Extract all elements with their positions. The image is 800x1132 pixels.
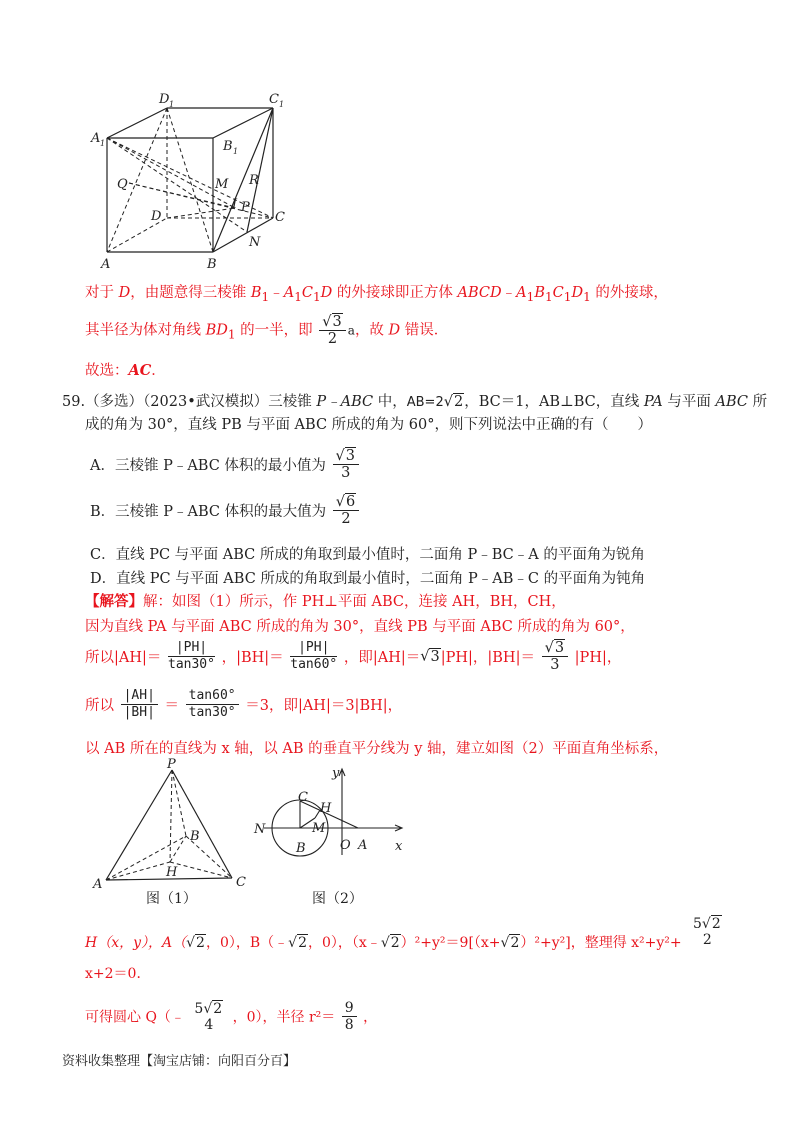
- fig2-label-m: M: [312, 821, 326, 836]
- eq-line1: H（x，y），A（√2，0），B（﹣√2，0），（x﹣√2）²+y²＝9[（x+√2）²+y²]，整理得 x²+y²+: [85, 935, 682, 951]
- q59-line2: 成的角为 30°，直线 PB 与平面 ABC 所成的角为 60°，则下列说法中正确的有（ ）: [85, 417, 652, 433]
- cube-figure: [85, 90, 305, 275]
- fig2-label-o: O: [340, 838, 351, 853]
- fig2-label-c: C: [298, 790, 308, 805]
- sol-d-line1: 对于 D，由题意得三棱锥 $B_1﹣A_1C_1D$ 的外接球即正方体 $ABCD﹣A_1B_1C_1D_1$ 的外接球，: [85, 285, 668, 304]
- svg-text:1: 1: [279, 100, 285, 109]
- svg-text:1: 1: [233, 147, 239, 156]
- fig2-label-n: N: [254, 822, 266, 837]
- label-n: N: [249, 235, 261, 250]
- fig1-label-c: C: [236, 875, 246, 890]
- label-m: M: [215, 177, 229, 192]
- eq-line1-fraction: 5√2 2: [693, 916, 721, 948]
- label-a1: A: [91, 131, 101, 146]
- fig2-label-h: H: [320, 801, 332, 816]
- answer-line3: 所以|AH|＝ $\frac{|PH|}{\tan 30^\circ}$ ，|BH|＝ $\frac{|PH|}{\tan 60^\circ}$ ，即|AH|＝√3|PH|，|BH|＝ $\frac{√3}{3}$ |PH|，: [85, 640, 622, 673]
- q59-option-d: D．直线 PC 与平面 ABC 所成的角取到最小值时，二面角 P﹣AB﹣C 的平面角为钝角: [90, 571, 646, 587]
- fig1-label-b: B: [190, 829, 200, 844]
- eq-line3: 可得圆心 Q（﹣ 5√2 4 ，0），半径 r²＝ $\frac{9}{8}$ ，: [85, 1000, 378, 1033]
- fig1-caption: 图（1）: [146, 891, 197, 907]
- figure-2-coordinates: [252, 765, 412, 910]
- label-c: C: [275, 210, 285, 225]
- answer-line2: 因为直线 PA 与平面 ABC 所成的角为 30°，直线 PB 与平面 ABC 所成的角为 60°，: [85, 619, 635, 635]
- label-d1: D: [159, 92, 170, 107]
- sol-d-line3: 故选：AC．: [85, 362, 166, 379]
- label-b1: B: [223, 139, 233, 154]
- fig2-label-b: B: [296, 841, 306, 856]
- answer-line4: 所以 $\frac{|AH|}{|BH|}$ ＝ $\frac{\tan 60^\circ}{\tan 30^\circ}$ ＝3，即|AH|＝3|BH|，: [85, 688, 403, 720]
- answer-line5: 以 AB 所在的直线为 x 轴，以 AB 的垂直平分线为 y 轴，建立如图（2）平面直角坐标系，: [85, 741, 669, 757]
- fig2-caption: 图（2）: [312, 891, 363, 907]
- svg-text:1: 1: [169, 100, 175, 109]
- label-b: B: [207, 257, 217, 272]
- fig1-label-p: P: [167, 758, 176, 772]
- label-r: R: [249, 173, 259, 188]
- svg-text:1: 1: [100, 139, 106, 148]
- label-c1: C: [269, 92, 279, 107]
- q59-option-a: A．三棱锥 P﹣ABC 体积的最小值为 $\frac{√3}{3}$: [90, 448, 361, 481]
- label-a: A: [101, 257, 111, 272]
- q59-option-b: B．三棱锥 P﹣ABC 体积的最大值为 $\frac{√6}{2}$: [90, 494, 361, 527]
- figure-1-tetrahedron: [90, 758, 250, 908]
- q59-option-c: C．直线 PC 与平面 ABC 所成的角取到最小值时，二面角 P﹣BC﹣A 的平面角为锐角: [90, 547, 645, 563]
- fig2-label-y: y: [332, 766, 340, 781]
- page-footer: 资料收集整理【淘宝店铺：向阳百分百】: [62, 1054, 297, 1069]
- fig2-label-x: x: [395, 839, 403, 854]
- eq-line2: x+2＝0．: [85, 966, 151, 982]
- fig2-label-a: A: [358, 838, 368, 853]
- sol-d-line2: 其半径为体对角线 $BD_1$ 的一半，即 $\frac{√3}{2}$ a，故 D 错误．: [85, 314, 449, 347]
- q59-line1: 59.（多选）（2023•武汉模拟）三棱锥 P﹣ABC 中，AB=2√2，BC＝1，AB⊥BC，直线 PA 与平面 ABC 所: [62, 394, 768, 410]
- label-d: D: [151, 209, 162, 224]
- fig1-label-a: A: [93, 877, 103, 892]
- answer-line1: 【解答】解：如图（1）所示，作 PH⊥平面 ABC，连接 AH，BH，CH，: [85, 593, 566, 610]
- fig1-label-h: H: [166, 865, 178, 880]
- label-p: P: [241, 200, 250, 215]
- label-i: I: [232, 197, 238, 212]
- label-q: Q: [117, 177, 128, 192]
